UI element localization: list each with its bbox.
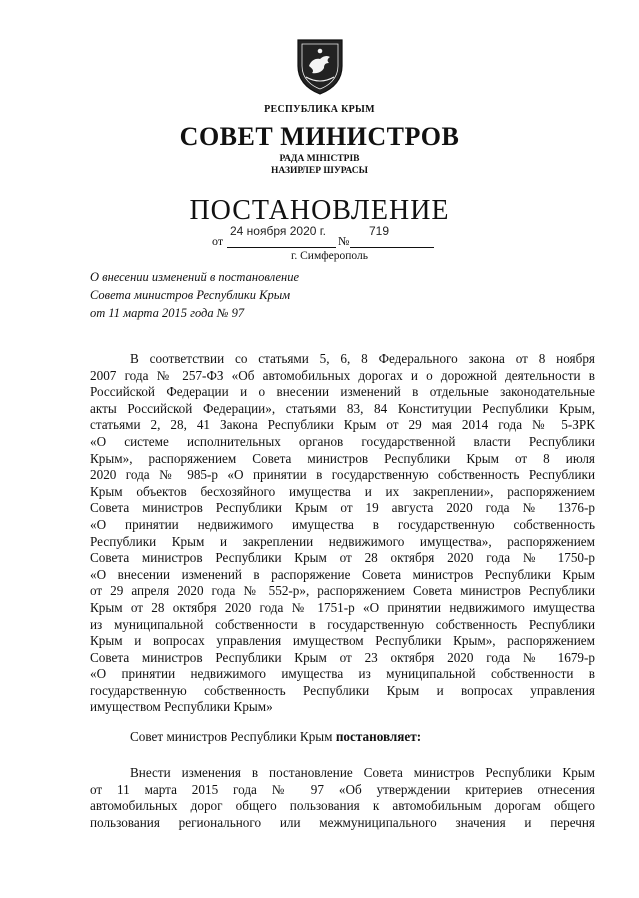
body-line: Крым», распоряжением Совета министров Республики Крым от 8 июля — [90, 450, 595, 466]
body-line: пользования регионального или межмуниципального значения и перечня — [90, 814, 595, 830]
resolution-verb: постановляет: — [335, 729, 422, 744]
body-line: «О внесении изменений в распоряжение Совета министров Республики Крым — [90, 566, 595, 582]
body-line: государственную собственность Республики Крым и вопросах управления — [90, 682, 595, 698]
body-line: от 11 марта 2015 года № 97 «Об утверждении критериев отнесения — [90, 781, 595, 797]
date-underline — [227, 247, 336, 248]
body-line: автомобильных дорог общего пользования к автомобильным дорогам общего — [90, 798, 595, 814]
date-value: 24 ноября 2020 г. — [230, 224, 326, 238]
document-type: ПОСТАНОВЛЕНИЕ — [189, 195, 450, 226]
body-line: статьями 2, 28, 41 Закона Республики Крым от 29 мая 2014 года № 5-ЗРК — [90, 417, 595, 433]
body-line: Крым от 28 октября 2020 года № 1751-р «О принятии недвижимого имущества — [90, 599, 595, 615]
body-line: В соответствии со статьями 5, 6, 8 Федерального закона от 8 ноября — [130, 351, 595, 366]
number-underline — [350, 247, 434, 248]
body-line: из муниципальной собственности в государственную собственность Республики — [90, 616, 595, 632]
body-line: Российской Федерации и о внесении изменений в отдельные законодательные — [90, 384, 595, 400]
body-line: «О принятии недвижимого имущества в государственную собственность — [90, 516, 595, 532]
subject-block — [90, 268, 299, 322]
body-line: от 29 апреля 2020 года № 552-р», распоряжением Совета министров Республики — [90, 583, 595, 599]
council-name-crimean-tatar: НАЗИРЛЕР ШУРАСЫ — [271, 166, 368, 176]
body-line: Совета министров Республики Крым от 28 октября 2020 года № 1750-р — [90, 550, 595, 566]
body-line: Республики Крым и закреплении недвижимого имущества», распоряжением — [90, 533, 595, 549]
body-line: Крым объектов бесхозяйного имущества и их закреплении», распоряжением — [90, 483, 595, 499]
resolution-statement — [130, 729, 421, 745]
body-line: Совета министров Республики Крым от 19 августа 2020 года № 1376-р — [90, 500, 595, 516]
resolution-prefix: Совет министров Республики Крым — [130, 729, 333, 744]
body-line: акты Российской Федерации», статьями 83, 84 Конституции Республики Крым, — [90, 400, 595, 416]
republic-name: РЕСПУБЛИКА КРЫМ — [264, 104, 375, 115]
body-line: Внести изменения в постановление Совета министров Республики Крым — [130, 765, 595, 780]
body-line: 2007 года № 257-ФЗ «Об автомобильных дорогах и о дорожной деятельности в — [90, 367, 595, 383]
amendment-paragraph — [90, 765, 595, 831]
council-title: СОВЕТ МИНИСТРОВ — [179, 122, 460, 151]
number-label: № — [338, 234, 350, 248]
council-name-ukrainian: РАДА МІНІСТРІВ — [279, 154, 360, 164]
body-line: имуществом Республики Крым» — [90, 699, 273, 715]
crimea-coat-of-arms-icon — [294, 36, 346, 96]
city: г. Симферополь — [290, 250, 369, 262]
preamble-paragraph — [90, 351, 595, 716]
subject-line: от 11 марта 2015 года № 97 — [90, 306, 245, 320]
subject-line: О внесении изменений в постановление — [90, 270, 300, 284]
body-line: «О системе исполнительных органов государственной власти Республики — [90, 433, 595, 449]
body-line: Крым и вопросах управления имуществом Республики Крым», распоряжением — [90, 633, 595, 649]
date-number-line — [212, 224, 442, 250]
body-line: 2020 года № 985-р «О принятии в государственную собственность Республики — [90, 467, 595, 483]
body-line: «О принятии недвижимого имущества из муниципальной собственности в — [90, 666, 595, 682]
subject-line: Совета министров Республики Крым — [90, 288, 291, 302]
number-value: 719 — [369, 224, 390, 238]
body-line: Совета министров Республики Крым от 23 октября 2020 года № 1679-р — [90, 649, 595, 665]
date-label: от — [212, 234, 224, 248]
